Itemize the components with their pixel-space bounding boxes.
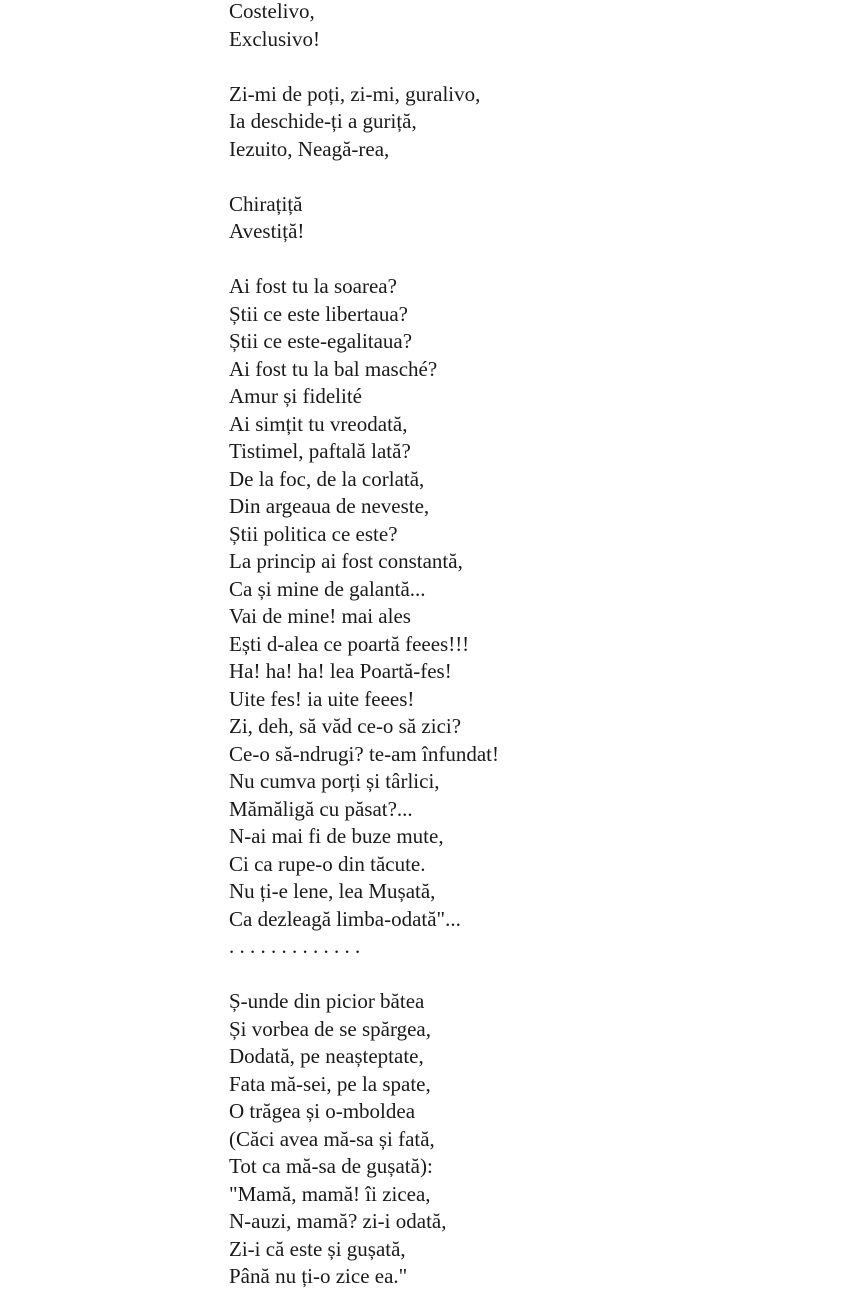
poem-line: N-auzi, mamă? zi-i odată,	[229, 1209, 447, 1233]
stanza	[229, 81, 829, 164]
poem-line: Iezuito, Neagă-rea,	[229, 136, 390, 161]
poem-line: De la foc, de la corlată,	[229, 466, 425, 491]
poem-line: Mămăligă cu păsat?...	[229, 796, 413, 821]
poem-line: La princip ai fost constantă,	[229, 549, 463, 573]
poem-line: Ai simțit tu vreodată,	[229, 411, 408, 436]
poem-line: Zi, deh, să văd ce-o să zici?	[229, 714, 462, 738]
poem-text	[229, 0, 829, 1291]
stanza	[229, 0, 829, 53]
poem-line: Ești d-alea ce poartă feees!!!	[229, 631, 470, 656]
poem-line: Zi-mi de poți, zi-mi, guralivo,	[229, 81, 481, 106]
poem-line: Ca și mine de galantă...	[229, 576, 426, 601]
stanza-break	[229, 961, 829, 989]
poem-line: Ai fost tu la soarea?	[229, 274, 397, 298]
poem-line: Ai fost tu la bal masché?	[229, 356, 438, 381]
poem-line: Nu ți-e lene, lea Mușată,	[229, 879, 436, 903]
poem-line: Zi-i că este și gușată,	[229, 1236, 406, 1261]
poem-line: Costelivo,	[229, 0, 315, 23]
poem-line: Și vorbea de se spărgea,	[229, 1016, 431, 1041]
poem-line: Știi ce este-egalitaua?	[229, 329, 413, 353]
poem-line: Fata mă-sei, pe la spate,	[229, 1071, 431, 1096]
poem-line: Tistimel, paftală lată?	[229, 439, 411, 463]
poem-line: N-ai mai fi de buze mute,	[229, 824, 444, 848]
poem-line: Ș-unde din picior bătea	[229, 989, 425, 1013]
stanza-break	[229, 163, 829, 191]
stanza	[229, 273, 829, 961]
poem-line: Ha! ha! ha! lea Poartă-fes!	[229, 659, 452, 683]
stanza	[229, 191, 829, 246]
poem-line: (Căci avea mă-sa și fată,	[229, 1126, 435, 1151]
poem-line: Dodată, pe neașteptate,	[229, 1044, 424, 1068]
poem-line: Vai de mine! mai ales	[229, 604, 411, 628]
poem-line: Exclusivo!	[229, 26, 320, 51]
ellipsis-divider: . . . . . . . . . . . . .	[229, 934, 361, 958]
poem-line: "Mamă, mamă! îi zicea,	[229, 1181, 431, 1206]
poem-line: Tot ca mă-sa de gușată):	[229, 1154, 433, 1178]
poem-line: Nu cumva porți și târlici,	[229, 769, 440, 793]
poem-line: Ca dezleagă limba-odată"...	[229, 906, 461, 931]
poem-line: Ci ca rupe-o din tăcute.	[229, 851, 426, 876]
poem-line: Ia deschide-ți a guriță,	[229, 109, 417, 133]
poem-line: O trăgea și o-mboldea	[229, 1099, 416, 1123]
poem-line: Până nu ți-o zice ea."	[229, 1264, 408, 1288]
poem-line: Din argeaua de neveste,	[229, 494, 430, 518]
poem-line: Uite fes! ia uite feees!	[229, 686, 415, 711]
stanza-break	[229, 53, 829, 81]
stanza-break	[229, 246, 829, 274]
poem-line: Știi ce este libertaua?	[229, 301, 409, 326]
poem-line: Avestiță!	[229, 219, 305, 243]
poem-line: Știi politica ce este?	[229, 521, 398, 546]
poem-line: Ce-o să-ndrugi? te-am înfundat!	[229, 741, 499, 766]
poem-line: Chirațiță	[229, 191, 303, 216]
stanza	[229, 988, 829, 1291]
poem-line: Amur și fidelité	[229, 384, 362, 408]
